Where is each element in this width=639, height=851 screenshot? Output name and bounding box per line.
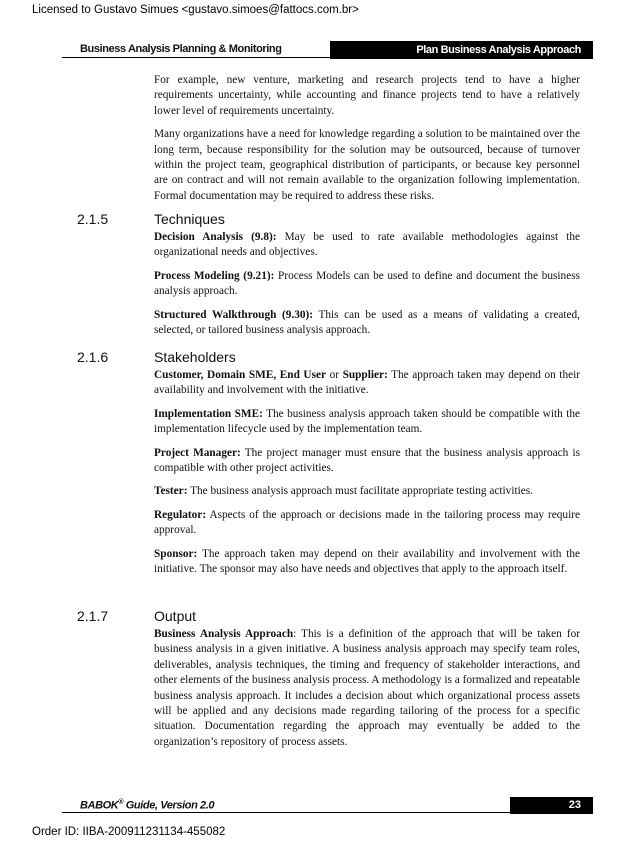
footer-book-title: BABOK® Guide, Version 2.0 (80, 799, 215, 812)
header-chapter-title: Business Analysis Planning & Monitoring (80, 43, 282, 55)
stakeholder-project-manager: Project Manager: The project manager must ensure that the business analysis approach is compatible with other project activities. (154, 446, 580, 475)
stakeholders-block (154, 368, 580, 577)
license-notice: Licensed to Gustavo Simues <gustavo.simoes@fattocs.com.br> (32, 4, 359, 16)
section-title: Techniques (154, 211, 225, 227)
header-rule (62, 57, 332, 58)
running-footer (0, 797, 639, 814)
section-techniques-heading (77, 211, 587, 229)
technique-process-modeling: Process Modeling (9.21): Process Models can be used to define and document the business analysis approach. (154, 269, 581, 298)
intro-paragraph-2: Many organizations have a need for knowledge regarding a solution to be maintained over the long term, because responsibility for the solution may be outsourced, because of turnover within the project team, geographical distribution of participants, or because key personnel are on contract and will not remain available to the organization following implementation. Formal documentation may be required to address these risks. (154, 128, 580, 202)
section-title: Stakeholders (154, 349, 236, 365)
stakeholder-regulator: Regulator: Aspects of the approach or decisions made in the tailoring process may require approval. (154, 508, 580, 537)
technique-structured-walkthrough: Structured Walkthrough (9.30): This can be used as a means of validating a created, selected, or tailored business analysis approach. (154, 308, 581, 337)
techniques-block (154, 230, 580, 338)
section-title: Output (154, 608, 197, 624)
output-business-analysis-approach: Business Analysis Approach: This is a definition of the approach that will be taken for business analysis in a given initiative. A business analysis approach may specify team roles, deliverables, analysis techniques, the timing and frequency of stakeholder interactions, and other elements of the business analysis process. A methodology is a formalized and repeatable business analysis approach. It includes a decision about which organizational process assets will be applied and any decisions made regarding tailoring of the process for a specific situation. Documentation regarding the approach may eventually be added to the organization’s repository of process assets. (154, 628, 580, 748)
section-number: 2.1.5 (77, 211, 109, 227)
stakeholder-tester: Tester: The business analysis approach must facilitate appropriate testing activities. (154, 485, 533, 498)
section-output-heading (77, 608, 587, 626)
stakeholder-implementation-sme: Implementation SME: The business analysis approach taken should be compatible with the implementation lifecycle used by the implementation team. (154, 407, 580, 436)
section-number: 2.1.7 (77, 608, 109, 624)
running-header (0, 41, 639, 59)
header-section-title: Plan Business Analysis Approach (330, 41, 593, 59)
intro-block (154, 73, 580, 204)
stakeholder-customer: Customer, Domain SME, End User or Supplier: The approach taken may depend on their availability and involvement with the initiative. (154, 369, 581, 397)
section-number: 2.1.6 (77, 349, 109, 365)
stakeholder-sponsor: Sponsor: The approach taken may depend on their availability and involvement with the initiative. The sponsor may also have needs and objectives that apply to the approach itself. (154, 547, 580, 576)
technique-decision-analysis: Decision Analysis (9.8): May be used to rate available methodologies against the organizational needs and objectives. (154, 231, 580, 259)
intro-paragraph-1: For example, new venture, marketing and research projects tend to have a higher requirements uncertainty, while accounting and finance projects tend to have a relatively lower level of requirements uncertainty. (154, 74, 580, 117)
section-stakeholders-heading (77, 349, 587, 367)
output-block (154, 627, 580, 750)
page-number: 23 (510, 797, 593, 814)
footer-rule (62, 812, 512, 813)
order-id: Order ID: IIBA-200911231134-455082 (32, 826, 226, 838)
